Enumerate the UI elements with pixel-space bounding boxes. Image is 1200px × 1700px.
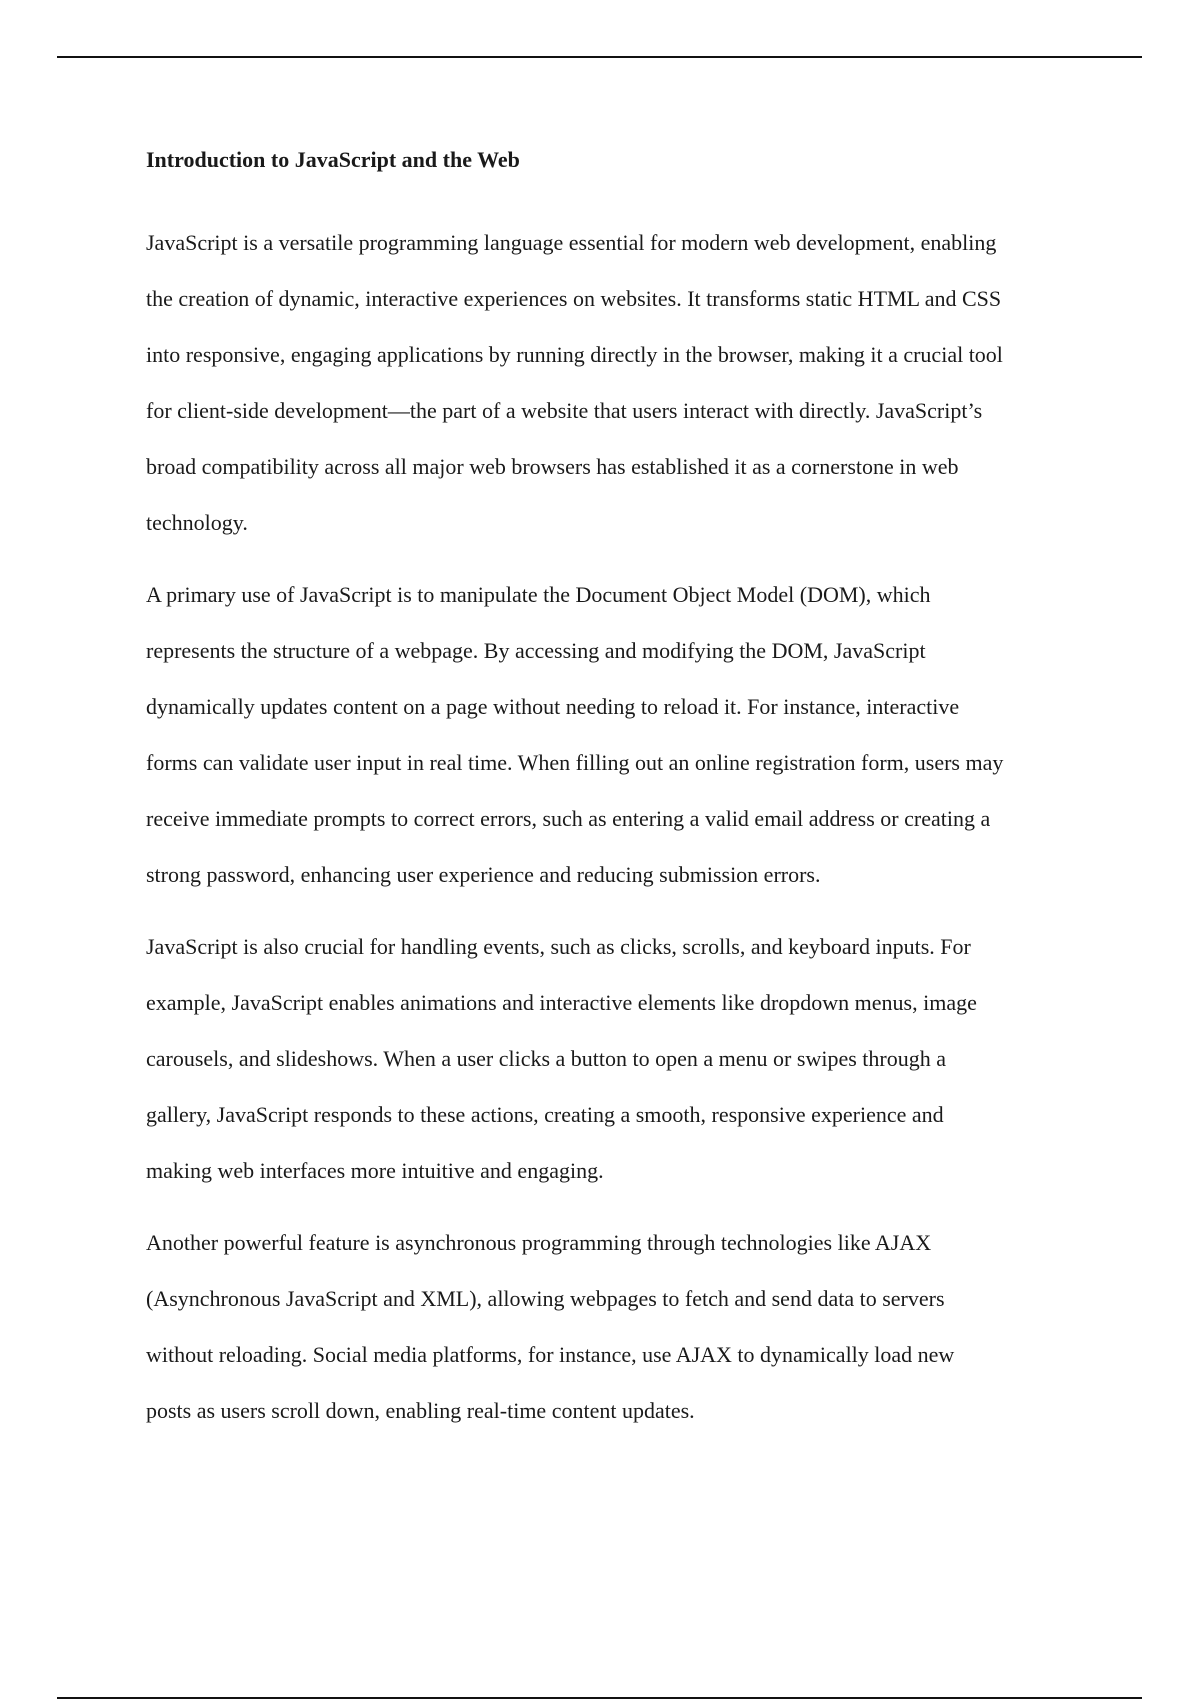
paragraph-line: forms can validate user input in real time. When filling out an online registration form, users may <box>146 750 1004 775</box>
paragraph-line: posts as users scroll down, enabling real-time content updates. <box>146 1398 695 1423</box>
paragraph-line: into responsive, engaging applications by running directly in the browser, making it a crucial tool <box>146 342 1003 367</box>
paragraph-line: without reloading. Social media platforms, for instance, use AJAX to dynamically load new <box>146 1342 955 1367</box>
document-heading: Introduction to JavaScript and the Web <box>146 147 520 172</box>
paragraph-1 <box>146 215 1096 551</box>
paragraph-line: JavaScript is also crucial for handling events, such as clicks, scrolls, and keyboard inputs. For <box>146 934 971 959</box>
paragraph-line: making web interfaces more intuitive and engaging. <box>146 1158 604 1183</box>
paragraph-line: technology. <box>146 510 248 535</box>
paragraph-line: Another powerful feature is asynchronous programming through technologies like AJAX <box>146 1230 932 1255</box>
paragraph-line: broad compatibility across all major web browsers has established it as a cornerstone in web <box>146 454 959 479</box>
paragraph-3 <box>146 919 1096 1199</box>
paragraph-line: receive immediate prompts to correct errors, such as entering a valid email address or creating a <box>146 806 991 831</box>
paragraph-line: for client-side development—the part of a website that users interact with directly. JavaScript’s <box>146 398 983 423</box>
paragraph-line: example, JavaScript enables animations and interactive elements like dropdown menus, image <box>146 990 977 1015</box>
paragraph-line: A primary use of JavaScript is to manipulate the Document Object Model (DOM), which <box>146 582 931 607</box>
paragraph-line: gallery, JavaScript responds to these actions, creating a smooth, responsive experience and <box>146 1102 944 1127</box>
paragraph-line: dynamically updates content on a page without needing to reload it. For instance, interactive <box>146 694 960 719</box>
paragraph-line: carousels, and slideshows. When a user clicks a button to open a menu or swipes through a <box>146 1046 946 1071</box>
paragraph-line: represents the structure of a webpage. By accessing and modifying the DOM, JavaScript <box>146 638 926 663</box>
paragraph-line: the creation of dynamic, interactive experiences on websites. It transforms static HTML and CSS <box>146 286 1002 311</box>
footer-rule <box>57 1697 1142 1699</box>
paragraph-2 <box>146 567 1096 903</box>
header-rule <box>57 56 1142 58</box>
paragraph-line: strong password, enhancing user experience and reducing submission errors. <box>146 862 821 887</box>
paragraph-line: (Asynchronous JavaScript and XML), allowing webpages to fetch and send data to servers <box>146 1286 945 1311</box>
paragraph-4 <box>146 1215 1096 1439</box>
paragraph-line: JavaScript is a versatile programming language essential for modern web development, enabling <box>146 230 997 255</box>
document-body <box>146 143 1096 1455</box>
